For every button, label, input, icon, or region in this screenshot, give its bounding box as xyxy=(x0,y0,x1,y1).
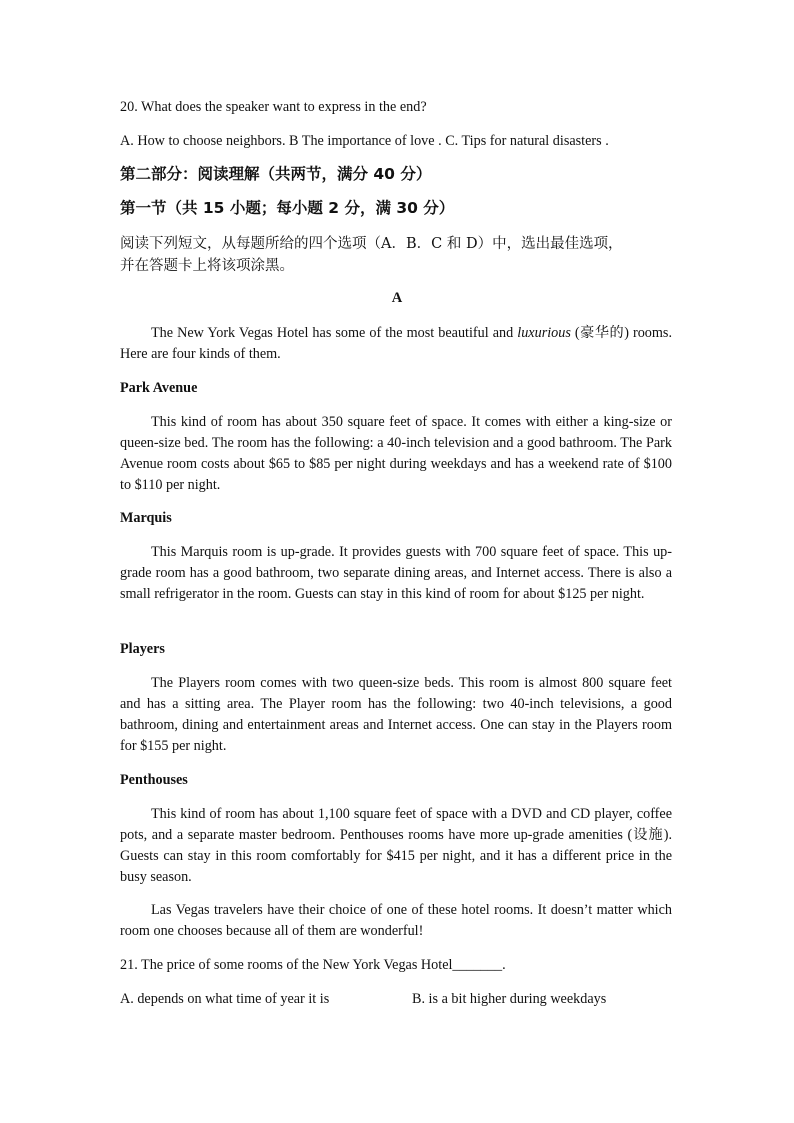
passage-closing: Las Vegas travelers have their choice of one of these hotel rooms. It doesn’t matter which room one chooses because all of them are wonderful! xyxy=(120,902,672,939)
instructions-line-1: 阅读下列短文，从每题所给的四个选项（A．B．C 和 D）中，选出最佳选项， xyxy=(120,236,623,252)
option-b: B. is a bit higher during weekdays xyxy=(412,991,607,1007)
section-1-title: 第一节（共 15 小题；每小题 2 分，满 30 分） xyxy=(120,199,455,217)
intro-emphasis: luxurious xyxy=(517,325,571,341)
intro-text-1: The New York Vegas Hotel has some of the most beautiful and xyxy=(151,325,518,341)
section-text: The Players room comes with two queen-size beds. This room is almost 800 square feet and has a sitting area. The Player room has the following: two 40-inch televisions, a good bathroom, dining and entertainment areas and Internet access. One can stay in the Players room for $155 per night. xyxy=(120,675,672,754)
question-20: 20. What does the speaker want to express in the end? xyxy=(120,99,427,115)
instructions-line-2: 并在答题卡上将该项涂黑。 xyxy=(120,258,294,274)
section-text: This Marquis room is up-grade. It provides guests with 700 square feet of space. This up-grade room has a good bathroom, two separate dining areas, and Internet access. There is also a small refrigerator in the room. Guests can stay in this kind of room for about $125 per night. xyxy=(120,544,672,602)
passage-label: A xyxy=(391,290,403,306)
section-text: This kind of room has about 1,100 square feet of space with a DVD and CD player, coffee pots, and a separate master bedroom. Penthouses rooms have more up-grade amenities (设施). Guests can stay in this room comfortably for $415 per night, and it has a different price in the busy season. xyxy=(120,806,672,885)
section-text: This kind of room has about 350 square feet of space. It comes with either a king-size or queen-size bed. The room has the following: a 40-inch television and a good bathroom. The Park Avenue room costs about $65 to $85 per night during weekdays and has a weekend rate of $100 to $110 per night. xyxy=(120,414,672,493)
passage-intro xyxy=(120,323,672,365)
option-a: A. depends on what time of year it is xyxy=(120,991,330,1007)
section-heading: Players xyxy=(120,641,165,657)
question-20-options: A. How to choose neighbors. B The importance of love . C. Tips for natural disasters . xyxy=(120,133,609,149)
section-heading: Marquis xyxy=(120,510,172,526)
intro-text-2: (豪华的) rooms. Here are four kinds of them. xyxy=(120,325,672,362)
question-21: 21. The price of some rooms of the New York Vegas Hotel_______. xyxy=(120,957,506,973)
section-heading: Penthouses xyxy=(120,772,188,788)
question-21-options xyxy=(120,989,680,1010)
section-heading: Park Avenue xyxy=(120,380,198,396)
part-2-title: 第二部分：阅读理解（共两节，满分 40 分） xyxy=(120,165,432,183)
